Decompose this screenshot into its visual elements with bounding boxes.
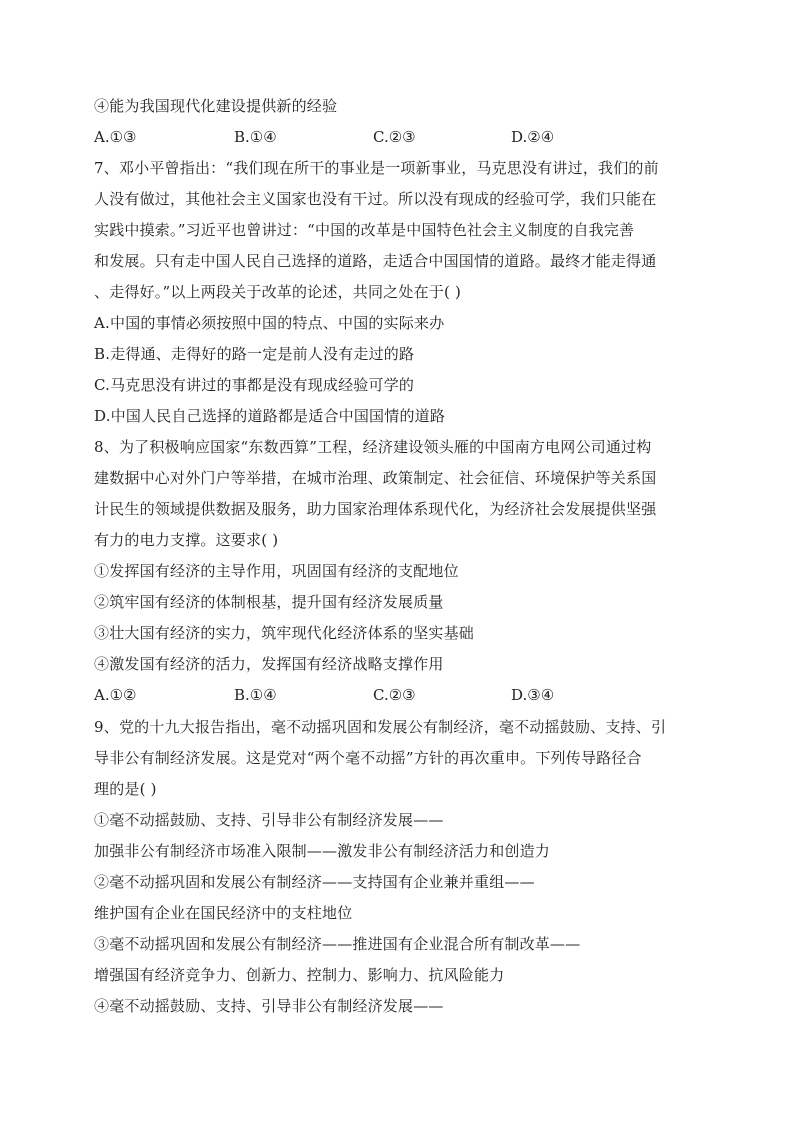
option-a: A.中国的事情必须按照中国的特点、中国的实际来办 xyxy=(94,314,445,332)
question-7-line: 和发展。只有走中国人民自己选择的道路，走适合中国国情的道路。最终才能走得通 xyxy=(94,252,657,270)
option-d: D.②④ xyxy=(511,128,555,146)
question-8-line: 建数据中心对外门户等举措，在城市治理、政策制定、社会征信、环境保护等关系国 xyxy=(94,469,657,487)
option-c: C.②③ xyxy=(373,128,416,146)
statement-3: ③壮大国有经济的实力，筑牢现代化经济体系的坚实基础 xyxy=(94,624,475,642)
question-8-line: 计民生的领域提供数据及服务，助力国家治理体系现代化，为经济社会发展提供坚强 xyxy=(94,500,657,518)
option-d: D.③④ xyxy=(511,686,555,704)
path-2-continued: 维护国有企业在国民经济中的支柱地位 xyxy=(94,904,353,922)
option-b: B.①④ xyxy=(234,128,277,146)
path-3-continued: 增强国有经济竞争力、创新力、控制力、影响力、抗风险能力 xyxy=(94,966,505,984)
path-1-continued: 加强非公有制经济市场准入限制——激发非公有制经济活力和创造力 xyxy=(94,842,551,860)
path-4: ④毫不动摇鼓励、支持、引导非公有制经济发展—— xyxy=(94,997,444,1015)
option-b: B.①④ xyxy=(234,686,277,704)
option-b: B.走得通、走得好的路一定是前人没有走过的路 xyxy=(94,345,415,363)
statement-1: ①发挥国有经济的主导作用，巩固国有经济的支配地位 xyxy=(94,562,459,580)
question-9-line: 导非公有制经济发展。这是党对“两个毫不动摇”方针的再次重申。下列传导路径合 xyxy=(94,749,642,767)
option-c: C.②③ xyxy=(373,686,416,704)
question-7-line: 实践中摸索。”习近平也曾讲过：“中国的改革是中国特色社会主义制度的自我完善 xyxy=(94,221,635,239)
option-c: C.马克思没有讲过的事都是没有现成经验可学的 xyxy=(94,376,415,394)
path-2: ②毫不动摇巩固和发展公有制经济——支持国有企业兼并重组—— xyxy=(94,873,535,891)
option-a: A.①③ xyxy=(94,128,137,146)
question-8-line: 有力的电力支撑。这要求( ) xyxy=(94,531,279,549)
option-a: A.①② xyxy=(94,686,137,704)
question-7-line: 人没有做过，其他社会主义国家也没有干过。所以没有现成的经验可学，我们只能在 xyxy=(94,190,657,208)
question-9-line: 9、党的十九大报告指出，毫不动摇巩固和发展公有制经济，毫不动摇鼓励、支持、引 xyxy=(94,718,667,736)
path-1: ①毫不动摇鼓励、支持、引导非公有制经济发展—— xyxy=(94,811,444,829)
question-9-line: 理的是( ) xyxy=(94,780,157,798)
question-8-line: 8、为了积极响应国家“东数西算”工程，经济建设领头雁的中国南方电网公司通过构 xyxy=(94,438,652,456)
question-7-line: 、走得好。”以上两段关于改革的论述，共同之处在于( ) xyxy=(94,283,462,301)
statement-4: ④激发国有经济的活力，发挥国有经济战略支撑作用 xyxy=(94,655,444,673)
option-d: D.中国人民自己选择的道路都是适合中国国情的道路 xyxy=(94,407,446,425)
question-7-line: 7、邓小平曾指出：“我们现在所干的事业是一项新事业，马克思没有讲过，我们的前 xyxy=(94,159,659,177)
text-line: ④能为我国现代化建设提供新的经验 xyxy=(94,97,338,115)
statement-2: ②筑牢国有经济的体制根基，提升国有经济发展质量 xyxy=(94,593,444,611)
path-3: ③毫不动摇巩固和发展公有制经济——推进国有企业混合所有制改革—— xyxy=(94,935,581,953)
